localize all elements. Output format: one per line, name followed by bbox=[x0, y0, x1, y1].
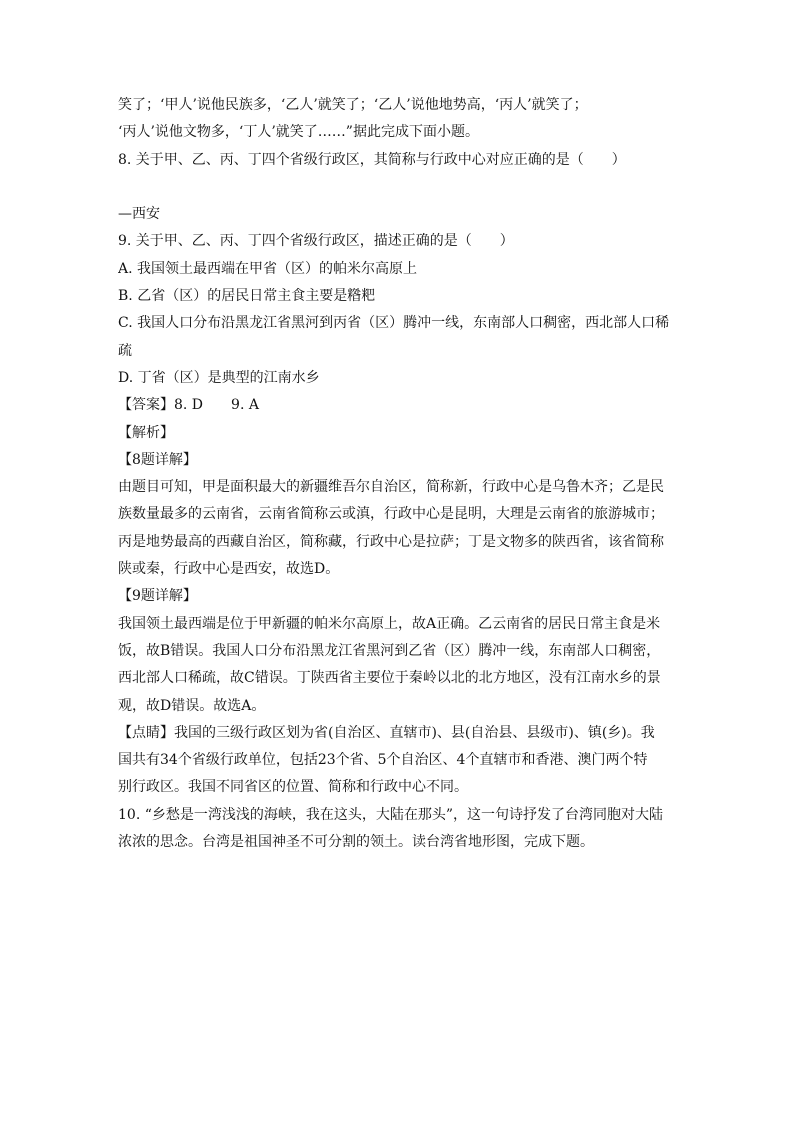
question-10-line: 10. “乡愁是一湾浅浅的海峡，我在这头，大陆在那头”，这一句诗抒发了台湾同胞对大陆 bbox=[118, 806, 664, 823]
detail-8-line: 陕或秦，行政中心是西安，故选D。 bbox=[118, 561, 340, 578]
question-9-stem: 9. 关于甲、乙、丙、丁四个省级行政区，描述正确的是（ ） bbox=[118, 233, 514, 250]
detail-8-line: 丙是地势最高的西藏自治区，简称藏，行政中心是拉萨；丁是文物多的陕西省，该省简称 bbox=[118, 533, 664, 550]
intro-line-1: 笑了；‘甲人’说他民族多，‘乙人’就笑了；‘乙人’说他地势高，‘丙人’就笑了； bbox=[118, 97, 588, 113]
question-9-option-c: C. 我国人口分布沿黑龙江省黑河到丙省（区）腾冲一线，东南部人口稠密，西北部人口稀 bbox=[118, 315, 670, 332]
question-9-option-a: A. 我国领土最西端在甲省（区）的帕米尔高原上 bbox=[118, 260, 418, 277]
tip-line: 国共有34个省级行政单位，包括23个省、5个自治区、4个直辖市和香港、澳门两个特 bbox=[118, 752, 648, 769]
intro-line-2: ‘丙人’说他文物多，‘丁人’就笑了……”据此完成下面小题。 bbox=[118, 124, 479, 141]
analysis-heading: 【解析】 bbox=[118, 424, 174, 441]
answer-line: 【答案】8. D 9. A bbox=[118, 397, 259, 414]
question-8-stem: 8. 关于甲、乙、丙、丁四个省级行政区，其简称与行政中心对应正确的是（ ） bbox=[118, 151, 626, 168]
detail-9-line: 我国领土最西端是位于甲新疆的帕米尔高原上，故A正确。乙云南省的居民日常主食是米 bbox=[118, 615, 661, 632]
question-10-line: 浓浓的思念。台湾是祖国神圣不可分割的领土。读台湾省地形图，完成下题。 bbox=[118, 834, 594, 851]
detail-8-line: 族数量最多的云南省，云南省简称云或滇，行政中心是昆明，大理是云南省的旅游城市； bbox=[118, 506, 664, 523]
question-9-option-d: D. 丁省（区）是典型的江南水乡 bbox=[118, 369, 320, 386]
question-9-option-c-wrap: 疏 bbox=[118, 342, 132, 359]
detail-9-heading: 【9题详解】 bbox=[118, 588, 197, 605]
detail-8-line: 由题目可知，甲是面积最大的新疆维吾尔自治区，简称新，行政中心是乌鲁木齐；乙是民 bbox=[118, 479, 664, 496]
question-9-option-b: B. 乙省（区）的居民日常主食主要是糌粑 bbox=[118, 288, 376, 305]
detail-8-heading: 【8题详解】 bbox=[118, 451, 197, 468]
tip-line: 【点睛】我国的三级行政区划为省(自治区、直辖市)、县(自治县、县级市)、镇(乡)。我 bbox=[118, 724, 655, 741]
question-8-option-d-wrap: —西安 bbox=[118, 206, 160, 223]
tip-line: 别行政区。我国不同省区的位置、简称和行政中心不同。 bbox=[118, 779, 468, 796]
detail-9-line: 西北部人口稀疏，故C错误。丁陕西省主要位于秦岭以北的北方地区，没有江南水乡的景 bbox=[118, 670, 661, 687]
detail-9-line: 饭，故B错误。我国人口分布沿黑龙江省黑河到乙省（区）腾冲一线，东南部人口稠密， bbox=[118, 642, 661, 659]
question-8-options bbox=[118, 174, 678, 201]
document-page bbox=[118, 92, 678, 856]
detail-9-line: 观，故D错误。故选A。 bbox=[118, 697, 266, 714]
